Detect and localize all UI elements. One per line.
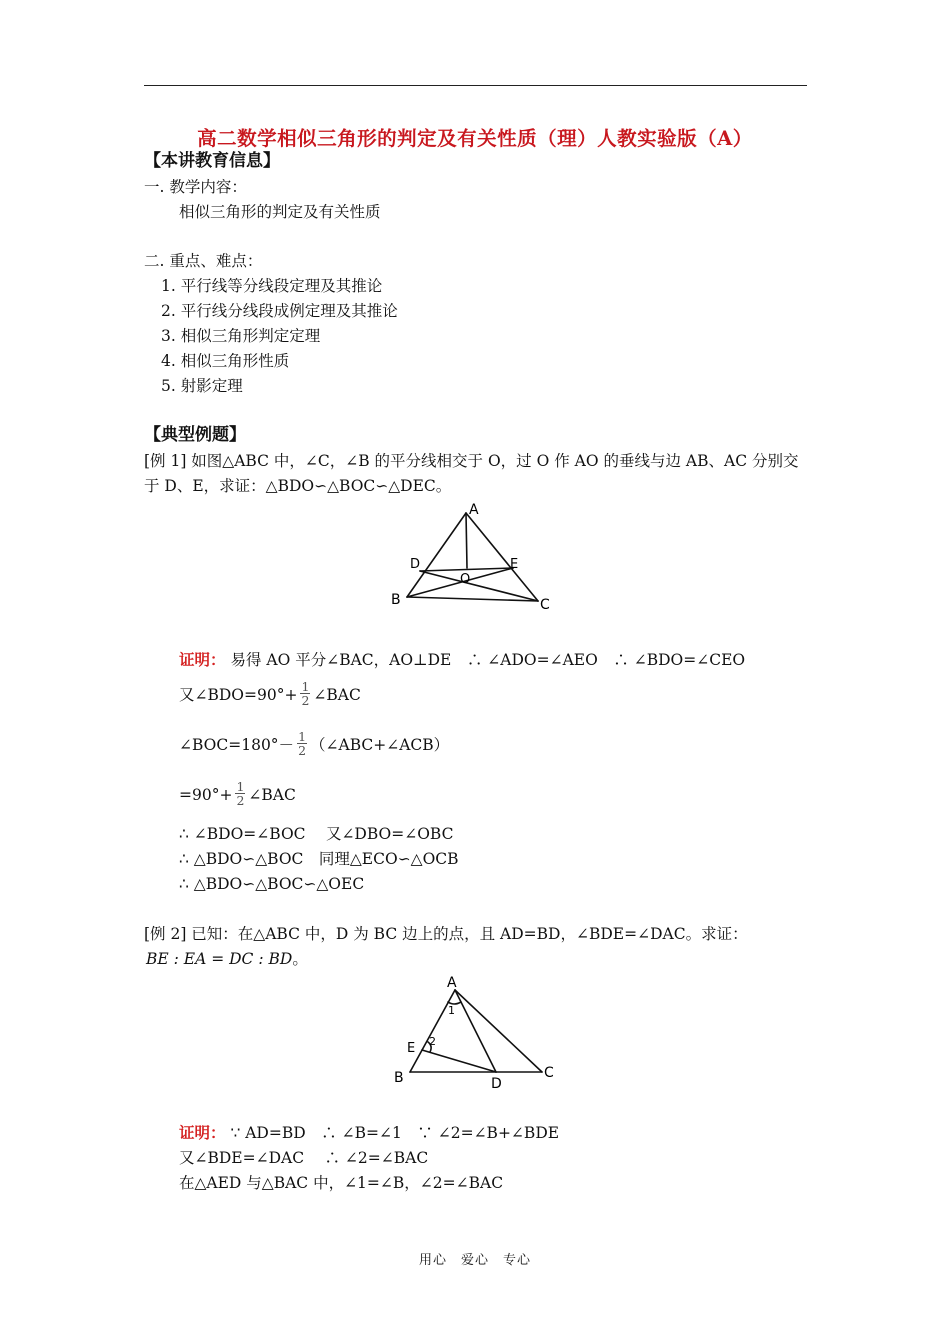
- figure-label: E: [510, 557, 519, 572]
- figure-label: A: [469, 502, 479, 518]
- page-footer: 用心 爱心 专心: [418, 1253, 531, 1268]
- angle-label: 1: [448, 1004, 455, 1017]
- figure-label: E: [407, 1041, 416, 1056]
- figure-label: D: [410, 557, 421, 572]
- example2-proof-line3: 在△AED 与△BAC 中，∠1=∠B，∠2=∠BAC: [179, 1174, 504, 1192]
- figure-label: C: [544, 1065, 554, 1081]
- figure-label: B: [394, 1070, 404, 1086]
- example1-proof-line7: ∴ △BDO∽△BOC∽△OEC: [179, 875, 365, 893]
- list-item: 4. 相似三角形性质: [161, 352, 290, 370]
- example1-proof-line2: 又∠BDO=90°+ $\frac{1}{2}$ ∠BAC: [179, 678, 361, 708]
- info-header: 【本讲教育信息】: [144, 151, 280, 171]
- angle-label: 2: [429, 1035, 436, 1048]
- proof-label: 证明：: [179, 1123, 226, 1142]
- figure-label: C: [540, 597, 550, 613]
- example1-figure: [380, 497, 570, 617]
- section1-body: 相似三角形的判定及有关性质: [179, 203, 381, 221]
- fraction-half: $\frac{1}{2}$: [298, 728, 307, 758]
- example1-proof-line5: ∴ ∠BDO=∠BOC 又∠DBO=∠OBC: [179, 825, 454, 843]
- example1-proof-line1: 证明： 易得 AO 平分∠BAC，AO⊥DE ∴ ∠ADO=∠AEO ∴ ∠BDO=∠CEO: [179, 650, 746, 669]
- header-rule: [144, 85, 807, 86]
- examples-header: 【典型例题】: [144, 425, 246, 445]
- example1-proof-line6: ∴ △BDO∽△BOC 同理△ECO∽△OCB: [179, 850, 459, 868]
- figure-label: B: [391, 592, 401, 608]
- example1-proof-line4: =90°+ $\frac{1}{2}$ ∠BAC: [179, 778, 296, 808]
- section1-heading: 一. 教学内容：: [144, 178, 247, 196]
- figure-label: A: [447, 975, 457, 991]
- section2-heading: 二. 重点、难点：: [144, 252, 263, 270]
- example1-proof-line3: ∠BOC=180°－ $\frac{1}{2}$ （∠ABC+∠ACB）: [179, 728, 450, 758]
- example2-statement-line2: BE : EA = DC : BD。: [146, 950, 308, 968]
- example2-statement-line1: [例 2] 已知：在△ABC 中，D 为 BC 边上的点，且 AD=BD，∠BDE=∠DAC。求证：: [144, 925, 748, 943]
- example2-proof-line2: 又∠BDE=∠DAC ∴ ∠2=∠BAC: [179, 1149, 429, 1167]
- list-item: 5. 射影定理: [161, 377, 243, 395]
- figure-label: O: [460, 572, 471, 587]
- example2-proof-line1: 证明： ∵ AD=BD ∴ ∠B=∠1 ∵ ∠2=∠B+∠BDE: [179, 1123, 560, 1142]
- example1-statement-line1: [例 1] 如图△ABC 中，∠C，∠B 的平分线相交于 O，过 O 作 AO 的垂线与边 AB、AC 分别交: [144, 452, 799, 470]
- fraction-half: $\frac{1}{2}$: [301, 678, 310, 708]
- page-title: 高二数学相似三角形的判定及有关性质（理）人教实验版（A）: [197, 127, 753, 150]
- proof-label: 证明：: [179, 650, 226, 669]
- example2-figure: [390, 970, 565, 1095]
- list-item: 2. 平行线分线段成例定理及其推论: [161, 302, 398, 320]
- list-item: 3. 相似三角形判定定理: [161, 327, 321, 345]
- figure-label: D: [491, 1076, 502, 1092]
- fraction-half: $\frac{1}{2}$: [236, 778, 245, 808]
- example1-statement-line2: 于 D、E，求证：△BDO∽△BOC∽△DEC。: [144, 477, 452, 495]
- list-item: 1. 平行线等分线段定理及其推论: [161, 277, 383, 295]
